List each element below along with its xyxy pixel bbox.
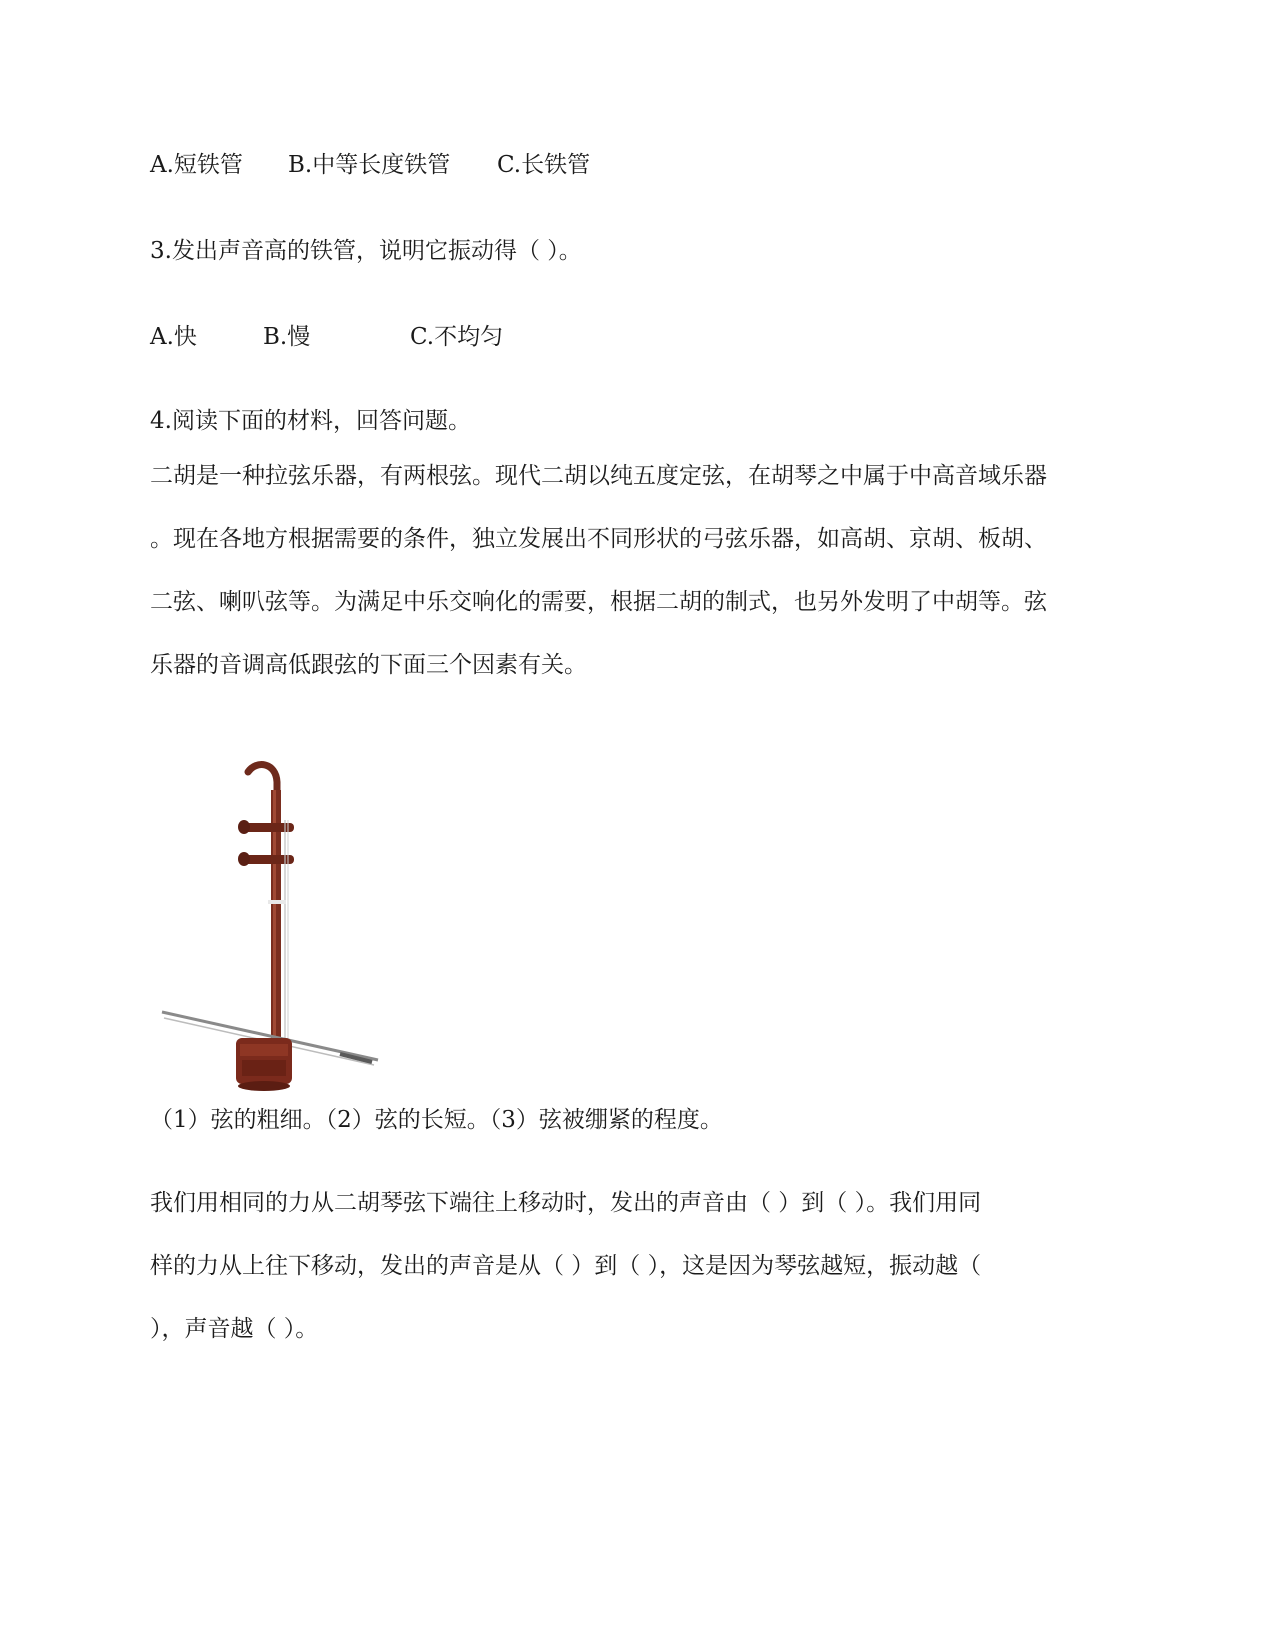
erhu-icon: [160, 760, 400, 1100]
q4-passage-line-3: 二弦、喇叭弦等。为满足中乐交响化的需要，根据二胡的制式，也另外发明了中胡等。弦: [150, 589, 1047, 615]
q3-option-b: B.慢: [263, 324, 311, 350]
q4-passage-line-2: 。现在各地方根据需要的条件，独立发展出不同形状的弓弦乐器，如高胡、京胡、板胡、: [150, 526, 1047, 552]
q3-question: 3.发出声音高的铁管，说明它振动得（ ）。: [150, 238, 582, 264]
q3-option-a: A.快: [150, 324, 197, 350]
q4-question: 4.阅读下面的材料，回答问题。: [150, 408, 471, 434]
q2-option-b: B.中等长度铁管: [288, 152, 451, 178]
q2-option-c: C.长铁管: [497, 152, 591, 178]
q4-fill-line-1: 我们用相同的力从二胡琴弦下端往上移动时，发出的声音由（ ）到（ ）。我们用同: [150, 1190, 982, 1216]
q4-fill-line-3: ），声音越（ ）。: [150, 1316, 319, 1342]
q2-option-a: A.短铁管: [150, 152, 243, 178]
q4-factors: （1）弦的粗细。（2）弦的长短。（3）弦被绷紧的程度。: [150, 1107, 723, 1133]
q3-option-c: C.不均匀: [410, 324, 504, 350]
q4-fill-line-2: 样的力从上往下移动，发出的声音是从（ ）到（ ），这是因为琴弦越短，振动越（: [150, 1253, 982, 1279]
q4-passage-line-1: 二胡是一种拉弦乐器，有两根弦。现代二胡以纯五度定弦，在胡琴之中属于中高音域乐器: [150, 463, 1047, 489]
q4-passage-line-4: 乐器的音调高低跟弦的下面三个因素有关。: [150, 652, 587, 678]
